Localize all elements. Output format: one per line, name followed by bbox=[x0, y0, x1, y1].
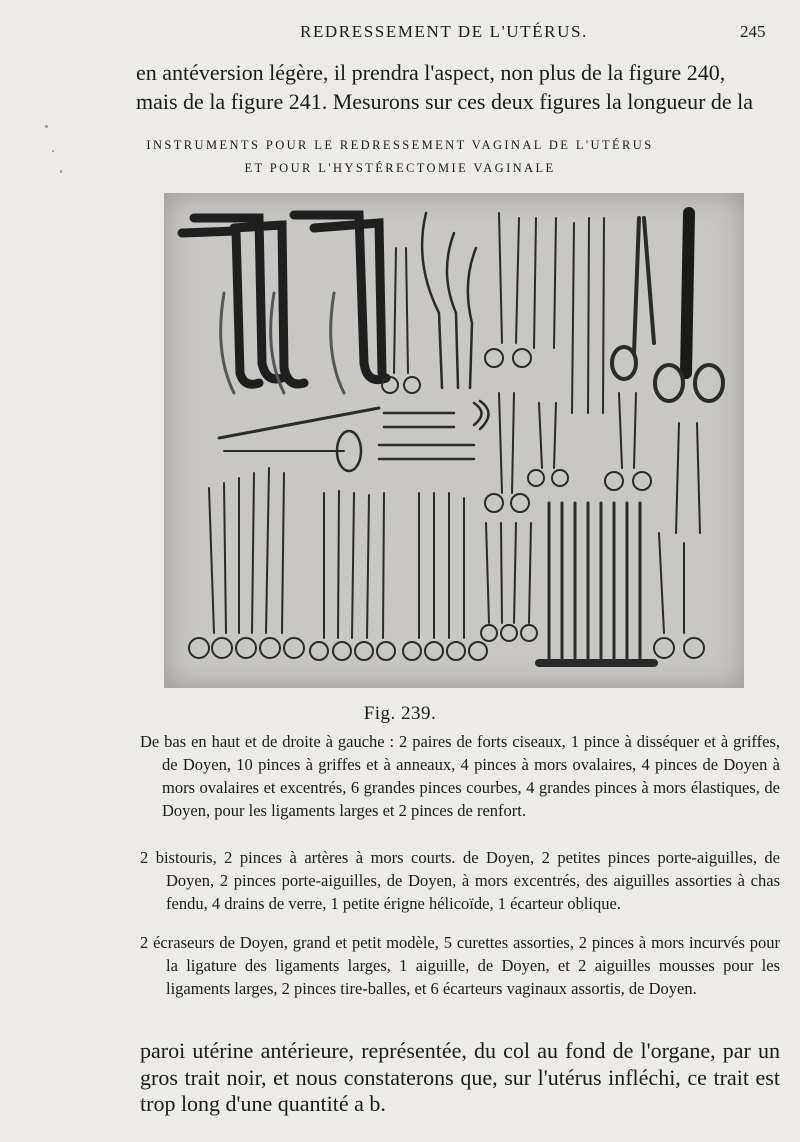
intro-line-2: mais de la figure 241. Mesurons sur ces deux figures la longueur de la bbox=[136, 89, 754, 114]
retractors-group bbox=[182, 215, 386, 384]
body-continuation: paroi utérine antérieure, représentée, du col au fond de l'organe, par un gros trait noir, et nous constaterons que, sur l'utérus infléchi, ce trait est trop long d'une quantité a b. bbox=[140, 1038, 780, 1116]
instruments-illustration bbox=[164, 193, 744, 688]
paper-speck bbox=[52, 150, 54, 152]
instruments-photograph bbox=[164, 193, 744, 688]
running-head bbox=[0, 22, 800, 46]
legend-paragraph-3 bbox=[140, 931, 780, 1000]
intro-line-1: en antéversion légère, il prendra l'aspect, non plus de la figure 240, bbox=[136, 60, 726, 85]
running-title: REDRESSEMENT DE L'UTÉRUS. bbox=[300, 22, 588, 41]
plate-caption-line-1: INSTRUMENTS POUR LE REDRESSEMENT VAGINAL DE L'UTÉRUS bbox=[146, 138, 654, 152]
legend-paragraph-2 bbox=[140, 846, 780, 915]
paper-speck bbox=[45, 125, 48, 128]
page-number: 245 bbox=[740, 22, 766, 41]
plate-caption-line-2: ET POUR L'HYSTÉRECTOMIE VAGINALE bbox=[244, 161, 556, 175]
paper-speck bbox=[60, 170, 62, 173]
figure-label: Fig. 239. bbox=[363, 703, 437, 724]
legend-paragraph-1 bbox=[140, 730, 780, 822]
legend-paragraph-1-text: De bas en haut et de droite à gauche : 2 paires de forts ciseaux, 1 pince à disséquer et à griffes, de Doyen, 10 pinces à griffes et à anneaux, 4 pinces à mors ovalaires, 4 pinces de Doyen à mors ovalaires et excentrés, 6 grandes pinces courbes, 4 grandes pinces à mors élastiques, de Doyen, pour les ligaments larges et 2 pinces de renfort. bbox=[140, 732, 780, 820]
legend-paragraph-2-text: 2 bistouris, 2 pinces à artères à mors courts. de Doyen, 2 petites pinces porte-aiguilles, de Doyen, 2 pinces porte-aiguilles, de Doyen, à mors excentrés, des aiguilles assorties à chas fendu, 4 drains de verre, 1 petite érigne hélicoïde, 1 écarteur oblique. bbox=[140, 848, 780, 913]
legend-paragraph-3-text: 2 écraseurs de Doyen, grand et petit modèle, 5 curettes assorties, 2 pinces à mors incurvés pour la ligature des ligaments larges, 1 aiguille, de Doyen, et 2 aiguilles mousses pour les ligaments larges, 2 pinces tire-balles, et 6 écarteurs vaginaux assortis, de Doyen. bbox=[140, 933, 780, 998]
